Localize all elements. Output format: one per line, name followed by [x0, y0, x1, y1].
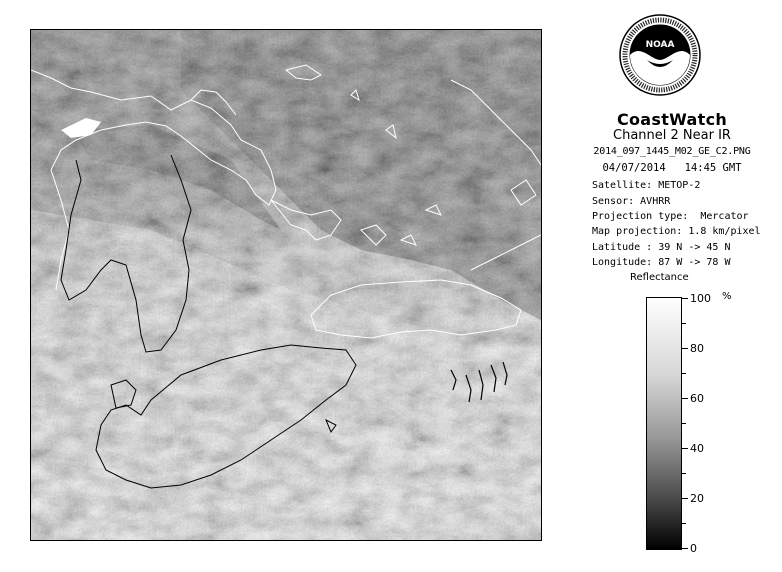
tick-mark: [682, 473, 686, 474]
noaa-logo-text: NOAA: [645, 40, 675, 50]
tick-mark: [682, 498, 688, 499]
tick-label-80: 80: [690, 342, 704, 355]
latitude-label: Latitude : 39 N -> 45 N: [592, 242, 731, 253]
tick-mark: [682, 398, 688, 399]
tick-label-60: 60: [690, 392, 704, 405]
tick-mark: [682, 423, 686, 424]
map-projection-label: Map projection: 1.8 km/pixel: [592, 226, 761, 237]
noaa-logo: [619, 14, 701, 96]
datetime-label: 04/07/2014 14:45 GMT: [602, 162, 742, 174]
projection-type-label: Projection type: Mercator: [592, 211, 749, 222]
reflectance-colorbar: [646, 297, 682, 550]
tick-mark: [682, 523, 686, 524]
sensor-label: Sensor: AVHRR: [592, 196, 671, 207]
tick-mark: [682, 548, 688, 549]
satellite-label: Satellite: METOP-2: [592, 180, 701, 191]
tick-label-20: 20: [690, 492, 704, 505]
tick-mark: [682, 448, 688, 449]
tick-label-100: 100: [690, 292, 711, 305]
tick-mark: [682, 373, 686, 374]
tick-label-0: 0: [690, 542, 697, 555]
tick-mark: [682, 348, 688, 349]
legend-unit: %: [722, 291, 732, 302]
tick-mark: [682, 298, 688, 299]
tick-label-40: 40: [690, 442, 704, 455]
longitude-label: Longitude: 87 W -> 78 W: [592, 257, 731, 268]
channel-label: Channel 2 Near IR: [613, 128, 731, 143]
satellite-image: [30, 29, 542, 541]
filename-label: 2014_097_1445_M02_GE_C2.PNG: [593, 146, 751, 157]
legend-title: Reflectance: [630, 272, 689, 283]
product-title: CoastWatch: [616, 110, 728, 129]
tick-mark: [682, 323, 686, 324]
